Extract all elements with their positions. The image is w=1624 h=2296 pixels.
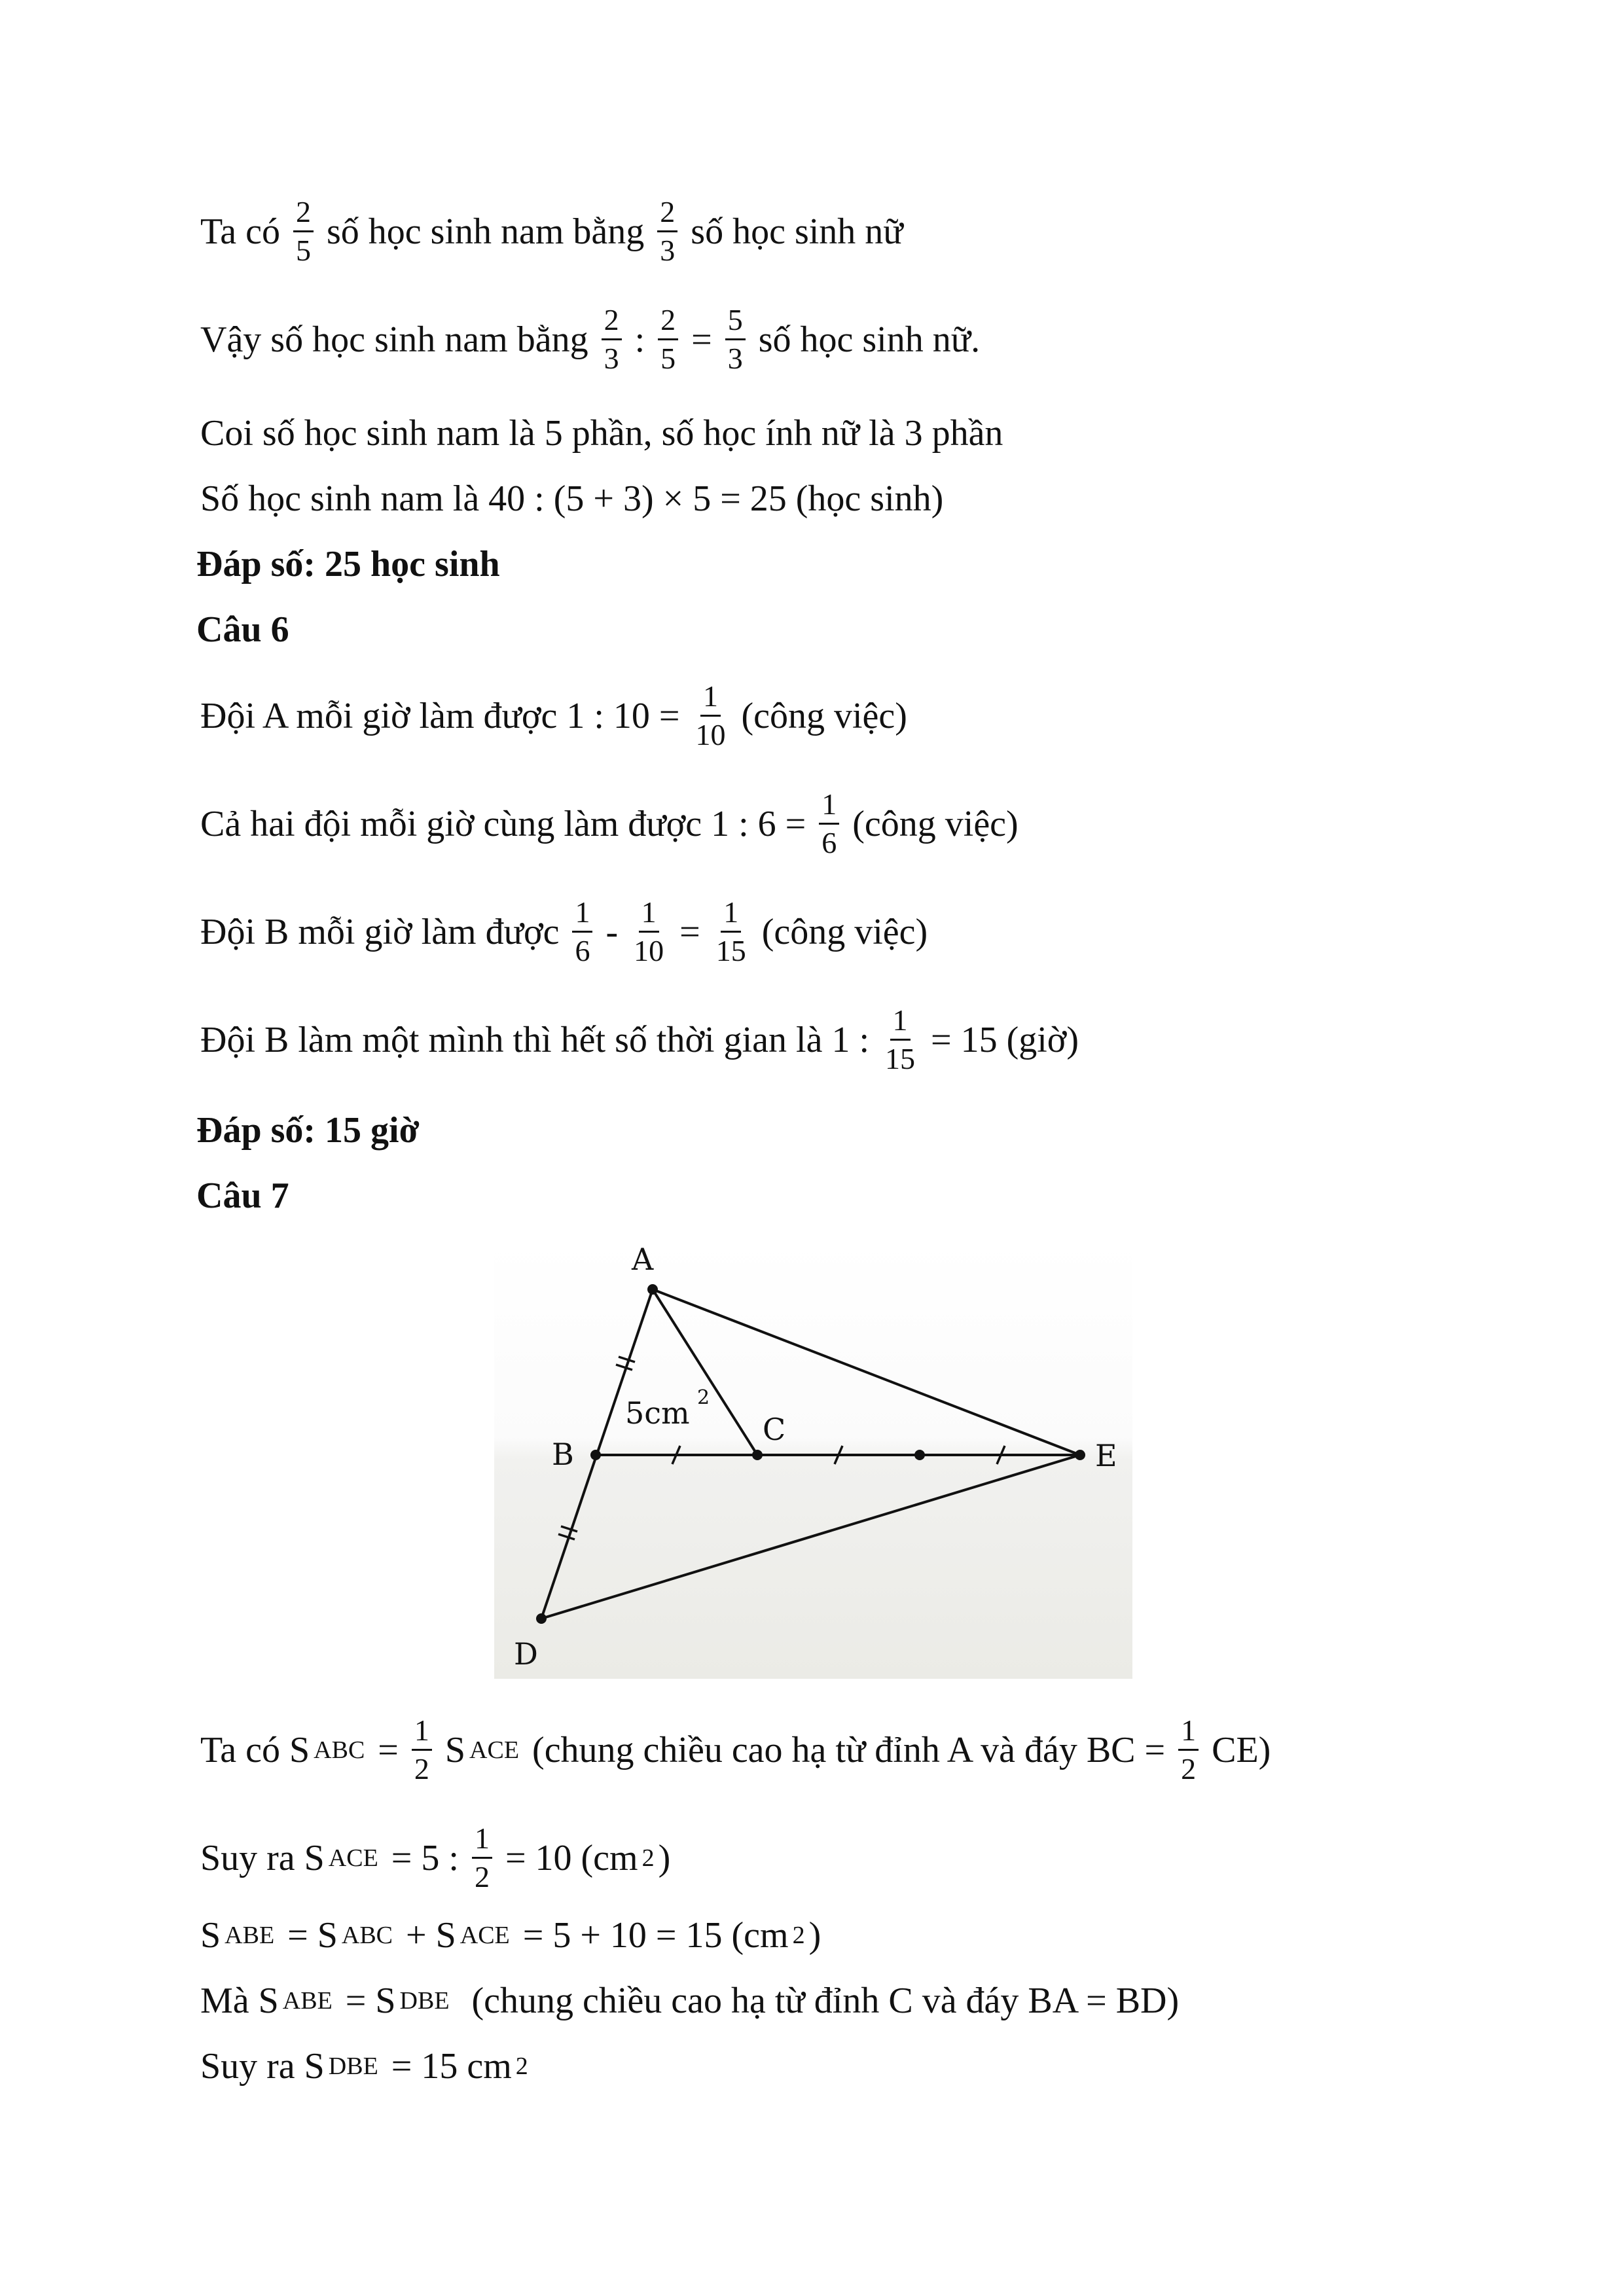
fraction: [412, 1715, 432, 1785]
text: Đội B mỗi giờ làm được: [200, 911, 560, 952]
numerator: 5: [725, 304, 746, 340]
subscript: ABC: [341, 1922, 393, 1949]
subscript: ABC: [314, 1736, 365, 1764]
fraction: [657, 196, 677, 267]
text: = 15 cm: [391, 2046, 512, 2087]
text: Đội B làm một mình thì hết số thời gian là 1 :: [200, 1019, 869, 1060]
q7-line-4: [196, 1980, 1183, 2022]
numerator: 2: [293, 196, 314, 232]
q6-line-2: [196, 789, 1022, 859]
fraction: [693, 681, 728, 751]
q7-line-2: [196, 1823, 674, 1893]
denominator: 5: [296, 234, 312, 268]
operator: =: [691, 319, 712, 360]
numerator: 1: [700, 681, 721, 717]
text: Mà S: [200, 1981, 279, 2021]
point-E: [1075, 1450, 1085, 1460]
fraction: [602, 304, 622, 375]
point-A: [647, 1284, 658, 1295]
denominator: 2: [414, 1752, 429, 1786]
denominator: 2: [1181, 1752, 1197, 1786]
numerator: 1: [639, 897, 659, 933]
denominator: 3: [660, 234, 676, 268]
text: số học sinh nữ: [691, 211, 903, 252]
superscript: 2: [641, 1844, 655, 1872]
numerator: 1: [472, 1823, 492, 1859]
question-title: Câu 6: [196, 609, 289, 650]
label-C: C: [763, 1412, 786, 1447]
fraction: [725, 304, 746, 375]
superscript: 2: [515, 2053, 528, 2080]
denominator: 3: [727, 342, 743, 376]
operator: =: [679, 911, 700, 952]
numerator: 2: [658, 304, 678, 340]
denominator: 10: [695, 718, 726, 752]
text: + S: [406, 1915, 456, 1956]
q5-line-3: [196, 412, 1007, 454]
text: (chung chiều cao hạ từ đỉnh A và đáy BC =: [532, 1729, 1166, 1770]
operator: -: [605, 911, 619, 952]
numerator: 1: [721, 897, 741, 933]
fraction: [1178, 1715, 1199, 1785]
text: ): [658, 1837, 671, 1878]
fraction: [293, 196, 314, 267]
q7-line-3: [196, 1914, 825, 1956]
subscript: ACE: [460, 1922, 510, 1949]
q6-line-4: [196, 1005, 1083, 1075]
q5-answer: [196, 543, 500, 585]
text: =: [378, 1729, 399, 1770]
text: số học sinh nam bằng: [327, 211, 645, 252]
text: (công việc): [741, 695, 907, 736]
subscript: DBE: [328, 2053, 378, 2080]
subscript: DBE: [399, 1987, 450, 2015]
fraction: [819, 789, 839, 859]
denominator: 10: [634, 934, 664, 968]
text: S: [444, 1729, 466, 1770]
text: Cả hai đội mỗi giờ cùng làm được 1 : 6 =: [200, 803, 806, 844]
numerator: 2: [602, 304, 622, 340]
q6-title: [196, 609, 289, 651]
q7-title: [196, 1175, 289, 1217]
figure-background: [494, 1240, 1132, 1679]
point-D: [536, 1613, 547, 1624]
fraction: [572, 897, 592, 967]
text: Suy ra S: [200, 1837, 325, 1878]
text: = S: [287, 1915, 338, 1956]
text: CE): [1212, 1729, 1271, 1770]
text: (chung chiều cao hạ từ đỉnh C và đáy BA = BD): [471, 1981, 1180, 2021]
point-C: [752, 1450, 763, 1460]
text: Ta có S: [200, 1729, 310, 1770]
fraction: [472, 1823, 492, 1893]
q6-line-3: [196, 897, 931, 967]
q5-line-1: [196, 196, 907, 267]
fraction: [882, 1005, 918, 1075]
text: (công việc): [761, 911, 928, 952]
q7-line-1: [196, 1715, 1274, 1785]
fraction: [631, 897, 666, 967]
q5-line-4: [196, 478, 947, 520]
text: số học sinh nữ.: [758, 319, 981, 360]
area-label: 5cm: [625, 1395, 690, 1431]
superscript: 2: [792, 1922, 805, 1949]
denominator: 2: [474, 1860, 490, 1894]
q5-line-2: [196, 304, 984, 375]
text: = S: [345, 1981, 396, 2021]
triangle-figure: [494, 1240, 1132, 1679]
denominator: 15: [715, 934, 746, 968]
text: = 5 :: [391, 1837, 459, 1878]
text: Suy ra S: [200, 2046, 325, 2087]
numerator: 1: [572, 897, 592, 933]
text: Ta có: [200, 211, 281, 252]
question-title: Câu 7: [196, 1175, 289, 1216]
text: = 15 (giờ): [931, 1019, 1079, 1060]
numerator: 2: [657, 196, 677, 232]
label-E: E: [1095, 1438, 1117, 1473]
numerator: 1: [890, 1005, 911, 1041]
operator: :: [634, 319, 645, 360]
q6-line-1: [196, 681, 911, 751]
text: = 5 + 10 = 15 (cm: [522, 1915, 789, 1956]
q7-line-5: [196, 2045, 528, 2087]
text: ): [808, 1915, 821, 1956]
subscript: ACE: [328, 1844, 378, 1872]
fraction: [713, 897, 749, 967]
denominator: 15: [885, 1042, 915, 1076]
text: Vậy số học sinh nam bằng: [200, 319, 588, 360]
point-B: [590, 1450, 601, 1460]
fraction: [658, 304, 678, 375]
denominator: 6: [821, 826, 837, 860]
numerator: 1: [1178, 1715, 1199, 1751]
numerator: 1: [819, 789, 839, 825]
text: Coi số học sinh nam là 5 phần, số học ính nữ là 3 phần: [200, 413, 1003, 454]
area-exponent: 2: [697, 1386, 710, 1409]
label-A: A: [632, 1242, 654, 1277]
text: S: [200, 1915, 221, 1956]
subscript: ABE: [282, 1987, 333, 2015]
text: Đội A mỗi giờ làm được 1 : 10 =: [200, 695, 680, 736]
numerator: 1: [412, 1715, 432, 1751]
text: (công việc): [852, 803, 1019, 844]
subscript: ACE: [469, 1736, 520, 1764]
text: Số học sinh nam là 40 : (5 + 3) × 5 = 25 (học sinh): [200, 478, 944, 519]
denominator: 3: [604, 342, 619, 376]
subscript: ABE: [225, 1922, 275, 1949]
label-B: B: [552, 1437, 574, 1472]
q6-answer: [196, 1109, 420, 1151]
label-D: D: [514, 1636, 538, 1672]
denominator: 6: [575, 934, 590, 968]
text: = 10 (cm: [505, 1837, 638, 1878]
answer-text: Đáp số: 25 học sinh: [196, 544, 500, 584]
denominator: 5: [660, 342, 676, 376]
answer-text: Đáp số: 15 giờ: [196, 1110, 420, 1151]
point-midpoint: [914, 1450, 925, 1460]
